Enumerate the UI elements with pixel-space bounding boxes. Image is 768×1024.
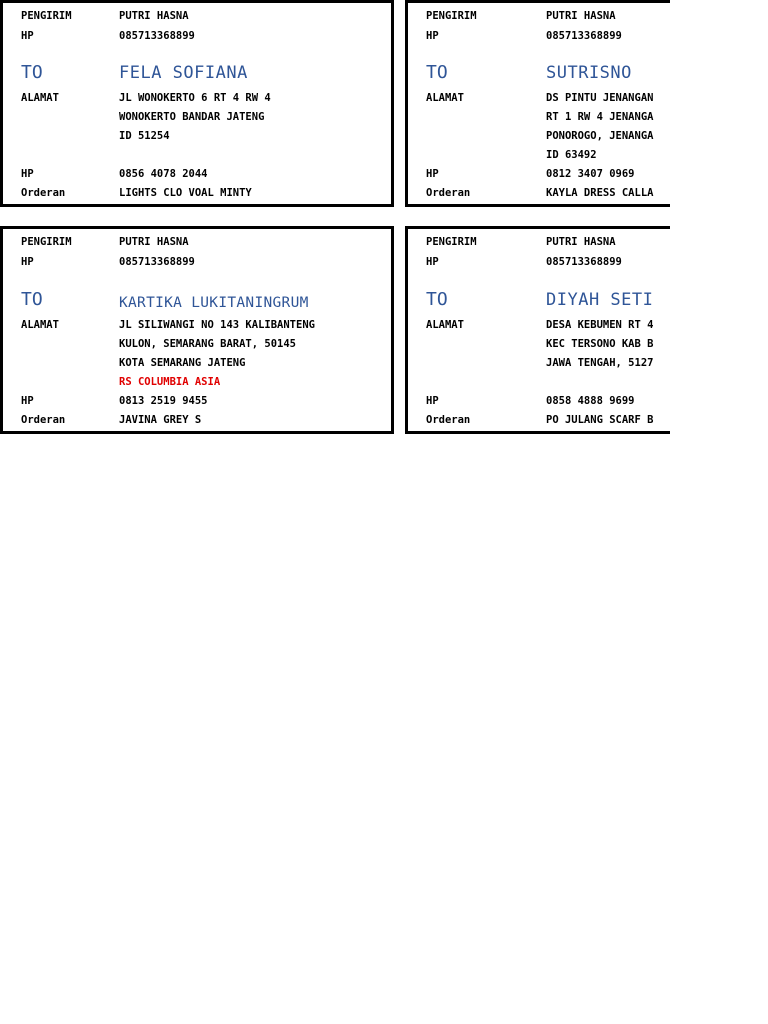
address-line: ID 63492 (546, 149, 597, 161)
recipient-name: FELA SOFIANA (119, 63, 248, 83)
address-line: RT 1 RW 4 JENANGA (546, 111, 654, 123)
order-item: JAVINA GREY S (119, 414, 202, 426)
shipping-label (0, 0, 394, 207)
pengirim-key: PENGIRIM (426, 236, 477, 248)
sender-name: PUTRI HASNA (546, 10, 616, 22)
orderan-key: Orderan (426, 414, 471, 426)
hp-key: HP (426, 256, 439, 268)
recipient-name: DIYAH SETI (546, 290, 654, 310)
labels-sheet (0, 0, 670, 440)
to-key: TO (426, 289, 448, 310)
pengirim-key: PENGIRIM (21, 10, 72, 22)
sender-phone: 085713368899 (119, 30, 195, 42)
address-line: KULON, SEMARANG BARAT, 50145 (119, 338, 297, 350)
delivery-note: RS COLUMBIA ASIA (119, 376, 221, 388)
address-line: KOTA SEMARANG JATENG (119, 357, 246, 369)
orderan-key: Orderan (426, 187, 471, 199)
order-item: KAYLA DRESS CALLA (546, 187, 654, 199)
pengirim-key: PENGIRIM (426, 10, 477, 22)
address-line: ID 51254 (119, 130, 170, 142)
recipient-phone: 0856 4078 2044 (119, 168, 208, 180)
address-line: WONOKERTO BANDAR JATENG (119, 111, 265, 123)
address-line: KEC TERSONO KAB B (546, 338, 654, 350)
recipient-hp-key: HP (426, 395, 439, 407)
address-line: JL SILIWANGI NO 143 KALIBANTENG (119, 319, 315, 331)
sender-name: PUTRI HASNA (119, 10, 189, 22)
sender-phone: 085713368899 (119, 256, 195, 268)
order-item: PO JULANG SCARF B (546, 414, 654, 426)
recipient-hp-key: HP (426, 168, 439, 180)
hp-key: HP (426, 30, 439, 42)
to-key: TO (426, 62, 448, 83)
recipient-name: SUTRISNO (546, 63, 632, 83)
hp-key: HP (21, 256, 34, 268)
sender-name: PUTRI HASNA (546, 236, 616, 248)
address-line: JAWA TENGAH, 5127 (546, 357, 654, 369)
sender-phone: 085713368899 (546, 30, 622, 42)
recipient-phone: 0858 4888 9699 (546, 395, 635, 407)
recipient-name: KARTIKA LUKITANINGRUM (119, 295, 309, 311)
address-line: PONOROGO, JENANGA (546, 130, 654, 142)
address-line: DESA KEBUMEN RT 4 (546, 319, 654, 331)
alamat-key: ALAMAT (21, 319, 59, 331)
alamat-key: ALAMAT (426, 319, 464, 331)
alamat-key: ALAMAT (426, 92, 464, 104)
order-item: LIGHTS CLO VOAL MINTY (119, 187, 252, 199)
pengirim-key: PENGIRIM (21, 236, 72, 248)
alamat-key: ALAMAT (21, 92, 59, 104)
address-line: DS PINTU JENANGAN (546, 92, 654, 104)
shipping-label (405, 0, 670, 207)
sender-phone: 085713368899 (546, 256, 622, 268)
to-key: TO (21, 289, 43, 310)
recipient-hp-key: HP (21, 395, 34, 407)
sender-name: PUTRI HASNA (119, 236, 189, 248)
address-line: JL WONOKERTO 6 RT 4 RW 4 (119, 92, 271, 104)
shipping-label (0, 226, 394, 434)
shipping-label (405, 226, 670, 434)
hp-key: HP (21, 30, 34, 42)
recipient-phone: 0812 3407 0969 (546, 168, 635, 180)
recipient-phone: 0813 2519 9455 (119, 395, 208, 407)
recipient-hp-key: HP (21, 168, 34, 180)
orderan-key: Orderan (21, 187, 66, 199)
to-key: TO (21, 62, 43, 83)
orderan-key: Orderan (21, 414, 66, 426)
